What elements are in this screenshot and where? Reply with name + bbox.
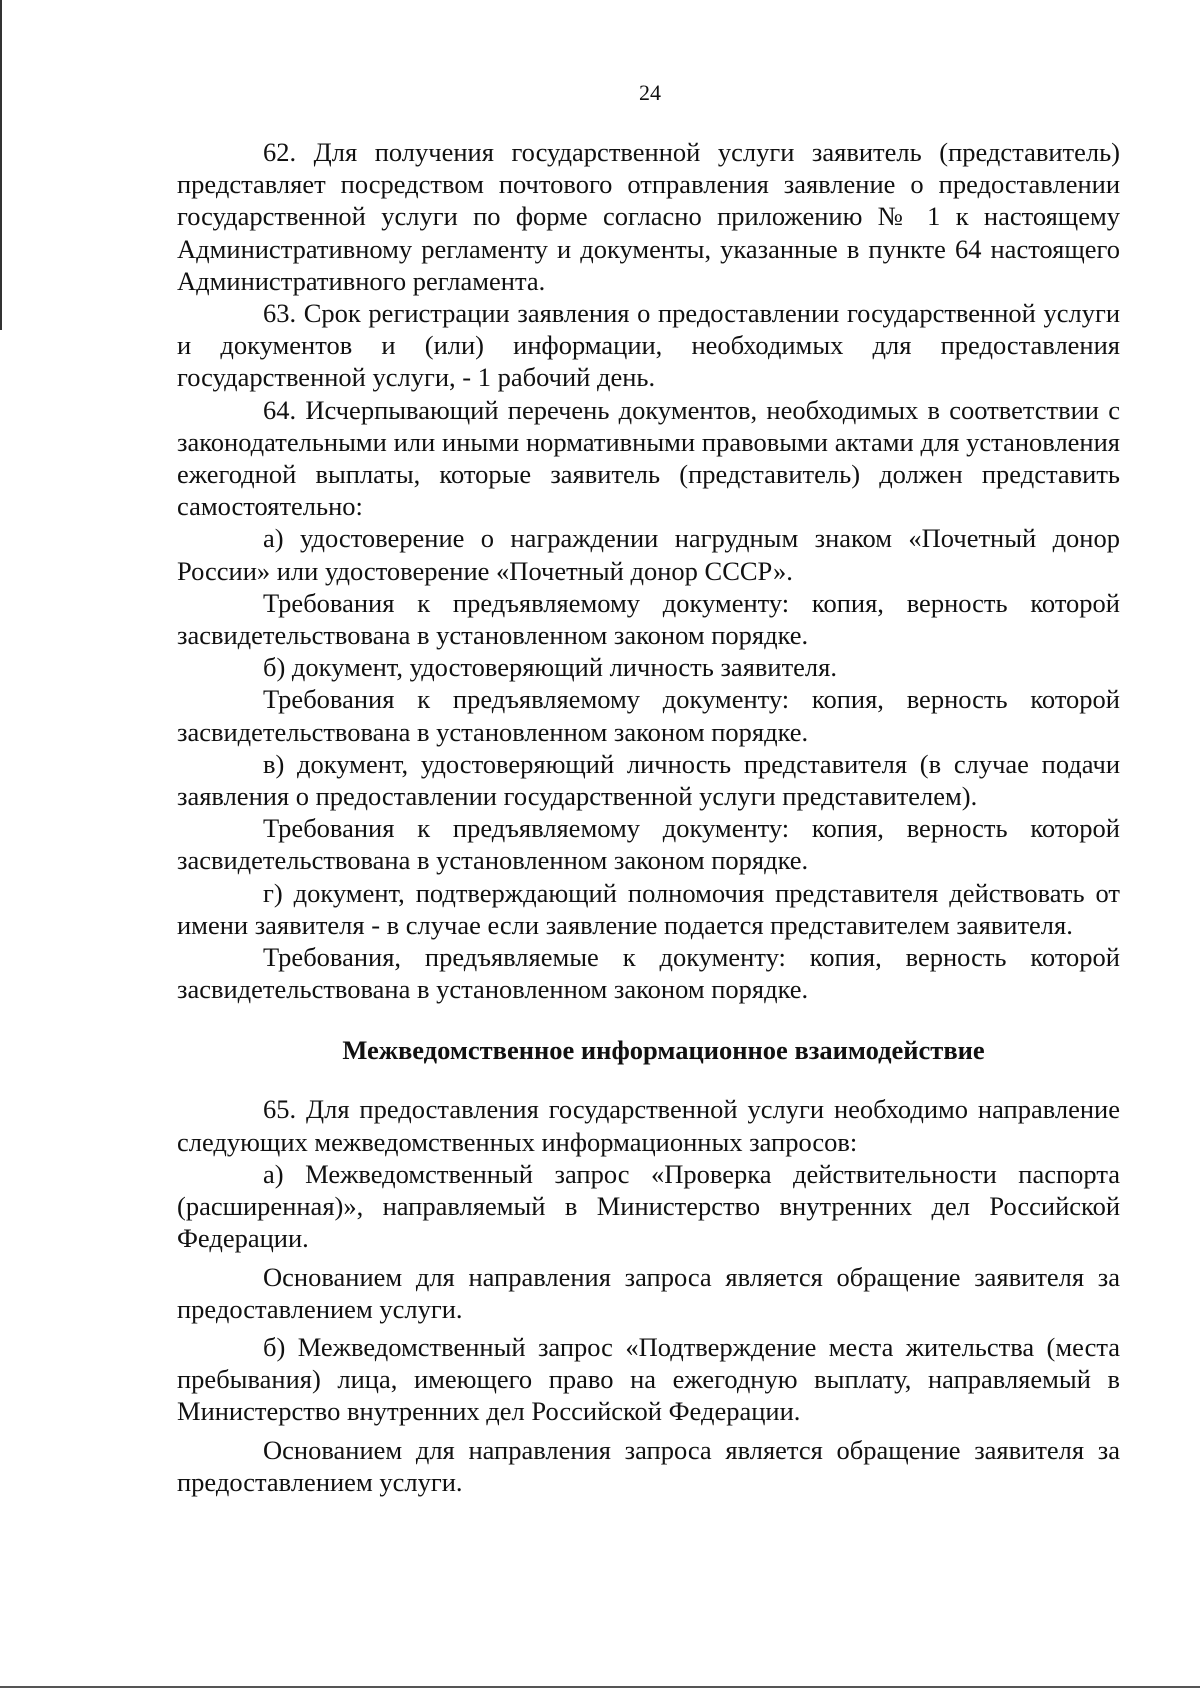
basis-b: Основанием для направления запроса является обращение заявителя за предоставлением услуги. bbox=[177, 1434, 1120, 1497]
scan-edge-bottom bbox=[0, 1686, 1200, 1688]
requirement-b: Требования к предъявляемому документу: копия, верность которой засвидетельствована в установленном законом порядке. bbox=[177, 684, 1120, 747]
document-body bbox=[177, 136, 1120, 1498]
paragraph-62: 62. Для получения государственной услуги заявитель (представитель) представляет посредством почтового отправления заявление о предоставлении государственной услуги по форме согласно приложению № 1 к настоящему Административному регламенту и документы, указанные в пункте 64 настоящего Административного регламента. bbox=[177, 137, 1120, 296]
basis-a: Основанием для направления запроса является обращение заявителя за предоставлением услуги. bbox=[177, 1261, 1120, 1324]
requirement-a: Требования к предъявляемому документу: копия, верность которой засвидетельствована в установленном законом порядке. bbox=[177, 587, 1120, 651]
request-item-b: б) Межведомственный запрос «Подтверждение места жительства (места пребывания) лица, имеющего право на ежегодную выплату, направляемый в Министерство внутренних дел Российской Федерации. bbox=[177, 1331, 1120, 1427]
list-item-g: г) документ, подтверждающий полномочия представителя действовать от имени заявителя - в случае если заявление подается представителем заявителя. bbox=[177, 877, 1120, 940]
paragraph-63: 63. Срок регистрации заявления о предоставлении государственной услуги и документов и (или) информации, необходимых для предоставления государственной услуги, - 1 рабочий день. bbox=[177, 298, 1120, 393]
page-number: 24 bbox=[639, 80, 661, 105]
request-item-a: а) Межведомственный запрос «Проверка действительности паспорта (расширенная)», направляемый в Министерство внутренних дел Российской Федерации. bbox=[177, 1158, 1120, 1254]
paragraph-64: 64. Исчерпывающий перечень документов, необходимых в соответствии с законодательными или иными нормативными правовыми актами для установления ежегодной выплаты, которые заявитель (представитель) должен представить самостоятельно: bbox=[177, 394, 1120, 522]
scan-edge-left bbox=[0, 0, 2, 330]
paragraph-65: 65. Для предоставления государственной услуги необходимо направление следующих межведомственных информационных запросов: bbox=[177, 1094, 1120, 1157]
requirement-v: Требования к предъявляемому документу: копия, верность которой засвидетельствована в установленном законом порядке. bbox=[177, 813, 1120, 876]
list-item-a: а) удостоверение о награждении нагрудным знаком «Почетный донор России» или удостоверение «Почетный донор СССР». bbox=[177, 523, 1120, 586]
list-item-b: б) документ, удостоверяющий личность заявителя. bbox=[263, 652, 837, 683]
section-heading: Межведомственное информационное взаимодействие bbox=[342, 1035, 985, 1066]
list-item-v: в) документ, удостоверяющий личность представителя (в случае подачи заявления о предоставлении государственной услуги представителем). bbox=[177, 748, 1120, 812]
requirement-g: Требования, предъявляемые к документу: копия, верность которой засвидетельствована в установленном законом порядке. bbox=[177, 942, 1120, 1005]
